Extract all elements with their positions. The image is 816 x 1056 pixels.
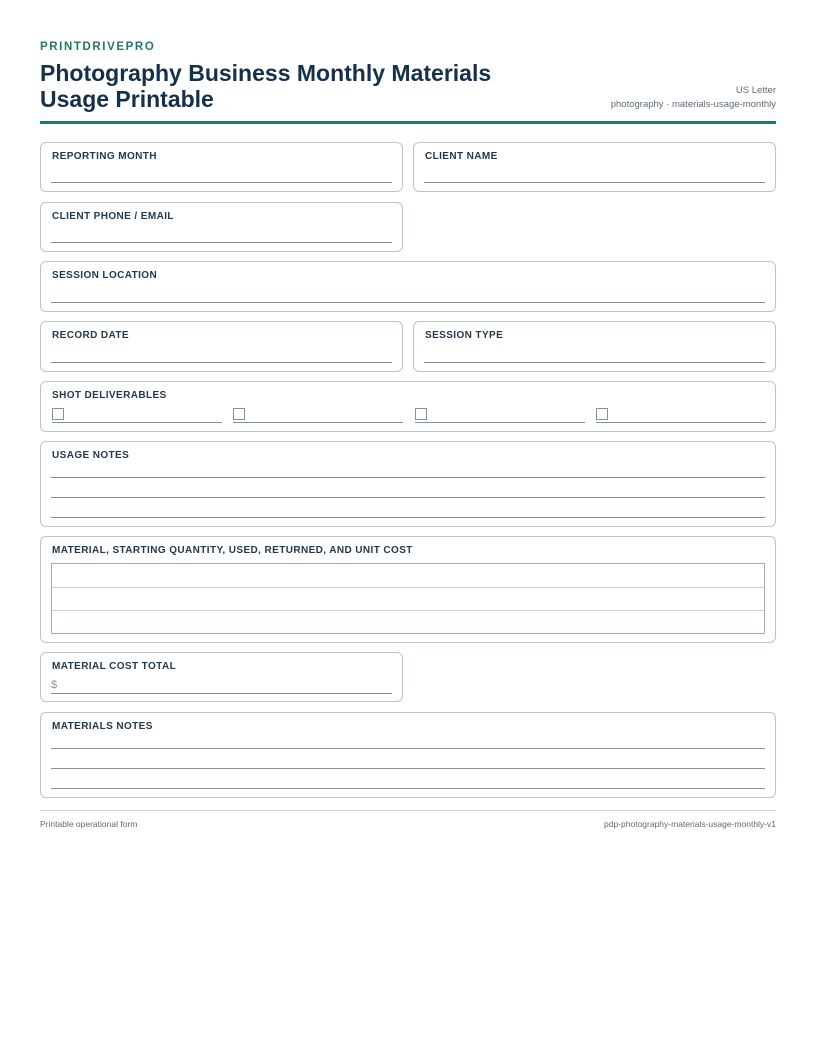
deliverable-line-2[interactable] (233, 422, 403, 423)
materials-table-row-divider-2 (52, 610, 764, 611)
record-date-line[interactable] (51, 362, 392, 363)
usage-notes-field[interactable] (40, 441, 776, 527)
session-location-label: SESSION LOCATION (52, 270, 158, 281)
client-name-line[interactable] (424, 182, 765, 183)
materials-table[interactable] (51, 563, 765, 634)
client-contact-line[interactable] (51, 242, 392, 243)
materials-table-row-divider-1 (52, 587, 764, 588)
usage-notes-line-1[interactable] (51, 477, 765, 478)
record-date-label: RECORD DATE (52, 330, 129, 341)
material-cost-total-line[interactable] (51, 693, 392, 694)
footer-rule (40, 810, 776, 811)
materials-table-label: MATERIAL, STARTING QUANTITY, USED, RETURNED, AND UNIT COST (52, 545, 413, 556)
footer-form-id: pdp-photography-materials-usage-monthly-v1 (604, 819, 776, 829)
reporting-month-line[interactable] (51, 182, 392, 183)
checkbox-1[interactable] (52, 408, 64, 420)
materials-notes-field[interactable] (40, 712, 776, 798)
materials-notes-line-2[interactable] (51, 768, 765, 769)
deliverable-item-1[interactable] (52, 408, 222, 424)
deliverable-item-4[interactable] (596, 408, 766, 424)
materials-notes-line-3[interactable] (51, 788, 765, 789)
deliverable-line-1[interactable] (52, 422, 222, 423)
checkbox-3[interactable] (415, 408, 427, 420)
shot-deliverables-field (40, 381, 776, 432)
client-contact-field[interactable] (40, 202, 403, 252)
session-location-field[interactable] (40, 261, 776, 312)
reporting-month-field[interactable] (40, 142, 403, 192)
record-date-field[interactable] (40, 321, 403, 372)
currency-symbol: $ (51, 679, 58, 691)
client-name-field[interactable] (413, 142, 776, 192)
header-rule (40, 121, 776, 124)
brand-name: PRINTDRIVEPRO (40, 41, 156, 53)
client-name-label: CLIENT NAME (425, 151, 498, 162)
usage-notes-line-3[interactable] (51, 517, 765, 518)
checkbox-2[interactable] (233, 408, 245, 420)
material-cost-total-label: MATERIAL COST TOTAL (52, 661, 177, 672)
deliverable-item-2[interactable] (233, 408, 403, 424)
deliverable-line-4[interactable] (596, 422, 766, 423)
session-location-line[interactable] (51, 302, 765, 303)
form-title: Photography Business Monthly Materials Usage Printable (40, 60, 492, 112)
form-page (40, 0, 776, 1056)
materials-table-section (40, 536, 776, 643)
deliverable-item-3[interactable] (415, 408, 585, 424)
usage-notes-label: USAGE NOTES (52, 450, 130, 461)
shot-deliverables-label: SHOT DELIVERABLES (52, 390, 167, 401)
form-meta (611, 84, 776, 111)
materials-notes-label: MATERIALS NOTES (52, 721, 153, 732)
footer-left-text: Printable operational form (40, 819, 138, 829)
client-contact-label: CLIENT PHONE / EMAIL (52, 211, 174, 222)
deliverable-line-3[interactable] (415, 422, 585, 423)
reporting-month-label: REPORTING MONTH (52, 151, 157, 162)
form-tag: photography · materials-usage-monthly (610, 98, 776, 110)
session-type-line[interactable] (424, 362, 765, 363)
checkbox-4[interactable] (596, 408, 608, 420)
usage-notes-line-2[interactable] (51, 497, 765, 498)
session-type-field[interactable] (413, 321, 776, 372)
materials-notes-line-1[interactable] (51, 748, 765, 749)
session-type-label: SESSION TYPE (425, 330, 504, 341)
paper-size: US Letter (735, 85, 776, 96)
material-cost-total-field[interactable] (40, 652, 403, 702)
